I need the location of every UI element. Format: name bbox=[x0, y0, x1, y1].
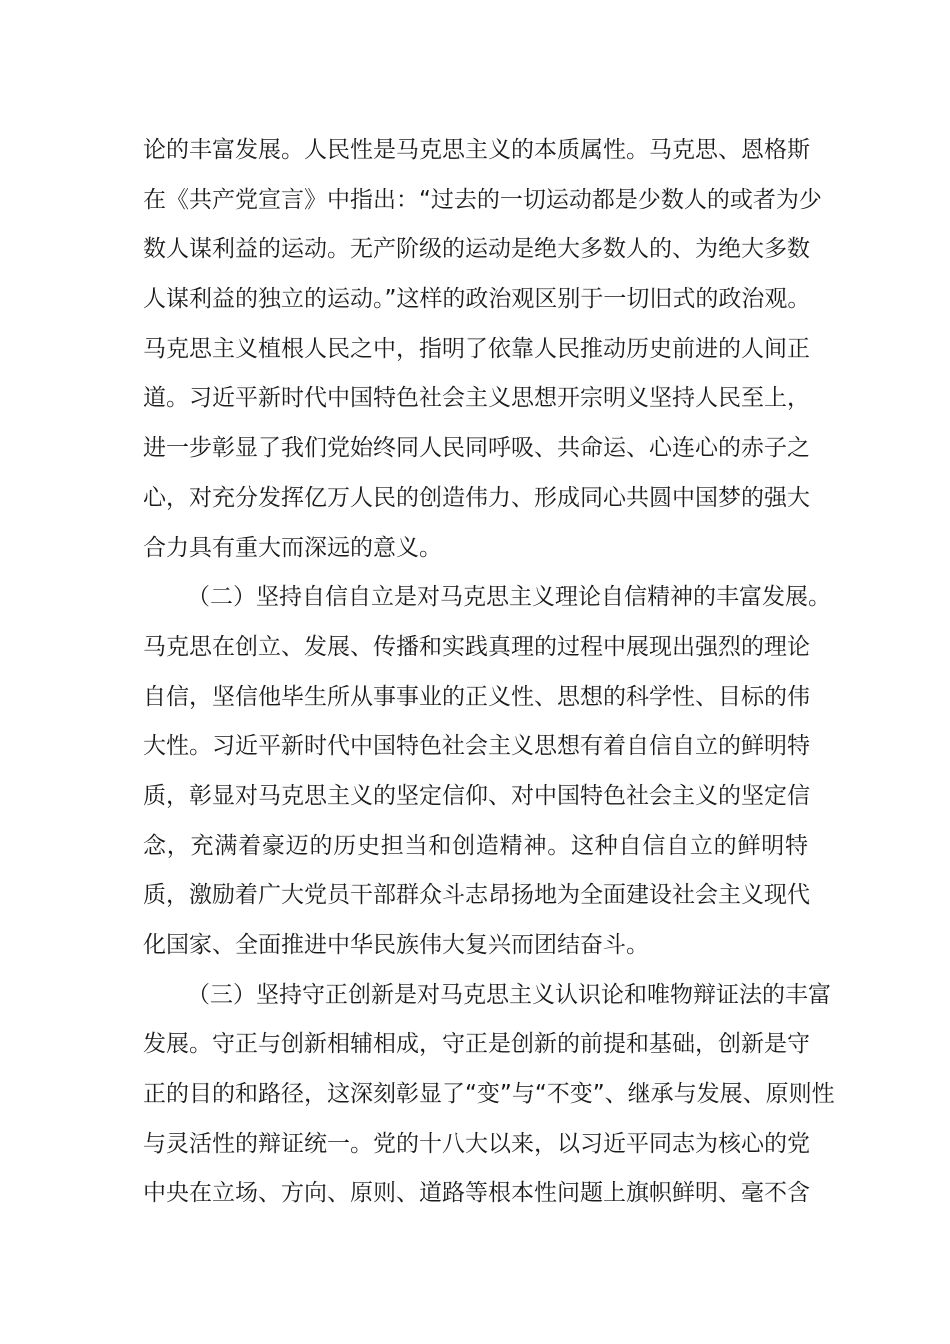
text-line: 马克思主义植根人民之中，指明了依靠人民推动历史前进的人间正 bbox=[143, 335, 810, 362]
text-line: 数人谋利益的运动。无产阶级的运动是绝大多数人的、为绝大多数 bbox=[143, 236, 810, 263]
text-line: 中央在立场、方向、原则、道路等根本性问题上旗帜鲜明、毫不含 bbox=[143, 1180, 810, 1207]
text-line: 质，激励着广大党员干部群众斗志昂扬地为全面建设社会主义现代 bbox=[143, 882, 810, 909]
text-line: 大性。习近平新时代中国特色社会主义思想有着自信自立的鲜明特 bbox=[143, 733, 810, 760]
text-line: 发展。守正与创新相辅相成，守正是创新的前提和基础，创新是守 bbox=[143, 1031, 810, 1058]
section-heading-line: （二）坚持自信自立是对马克思主义理论自信精神的丰富发展。 bbox=[187, 584, 831, 611]
text-line: 合力具有重大而深远的意义。 bbox=[143, 534, 442, 561]
text-line: 与灵活性的辩证统一。党的十八大以来，以习近平同志为核心的党 bbox=[143, 1130, 810, 1157]
text-line: 心，对充分发挥亿万人民的创造伟力、形成同心共圆中国梦的强大 bbox=[143, 484, 810, 511]
text-line: 念，充满着豪迈的历史担当和创造精神。这种自信自立的鲜明特 bbox=[143, 832, 808, 859]
text-line: 人谋利益的独立的运动。”这样的政治观区别于一切旧式的政治观。 bbox=[143, 286, 811, 313]
text-line: 正的目的和路径，这深刻彰显了“变”与“不变”、继承与发展、原则性 bbox=[143, 1081, 835, 1108]
text-line: 在《共产党宣言》中指出：“过去的一切运动都是少数人的或者为少 bbox=[143, 186, 822, 213]
text-line: 马克思在创立、发展、传播和实践真理的过程中展现出强烈的理论 bbox=[143, 633, 810, 660]
text-line: 道。习近平新时代中国特色社会主义思想开宗明义坚持人民至上， bbox=[143, 385, 810, 412]
text-line: 论的丰富发展。人民性是马克思主义的本质属性。马克思、恩格斯 bbox=[143, 137, 810, 163]
section-heading-line: （三）坚持守正创新是对马克思主义认识论和唯物辩证法的丰富 bbox=[187, 981, 831, 1008]
text-line: 质，彰显对马克思主义的坚定信仰、对中国特色社会主义的坚定信 bbox=[143, 782, 810, 809]
body-text bbox=[143, 126, 835, 1219]
text-line: 化国家、全面推进中华民族伟大复兴而团结奋斗。 bbox=[143, 932, 649, 958]
text-line: 自信，坚信他毕生所从事事业的正义性、思想的科学性、目标的伟 bbox=[143, 683, 810, 710]
text-line: 进一步彰显了我们党始终同人民同呼吸、共命运、心连心的赤子之 bbox=[143, 435, 810, 462]
